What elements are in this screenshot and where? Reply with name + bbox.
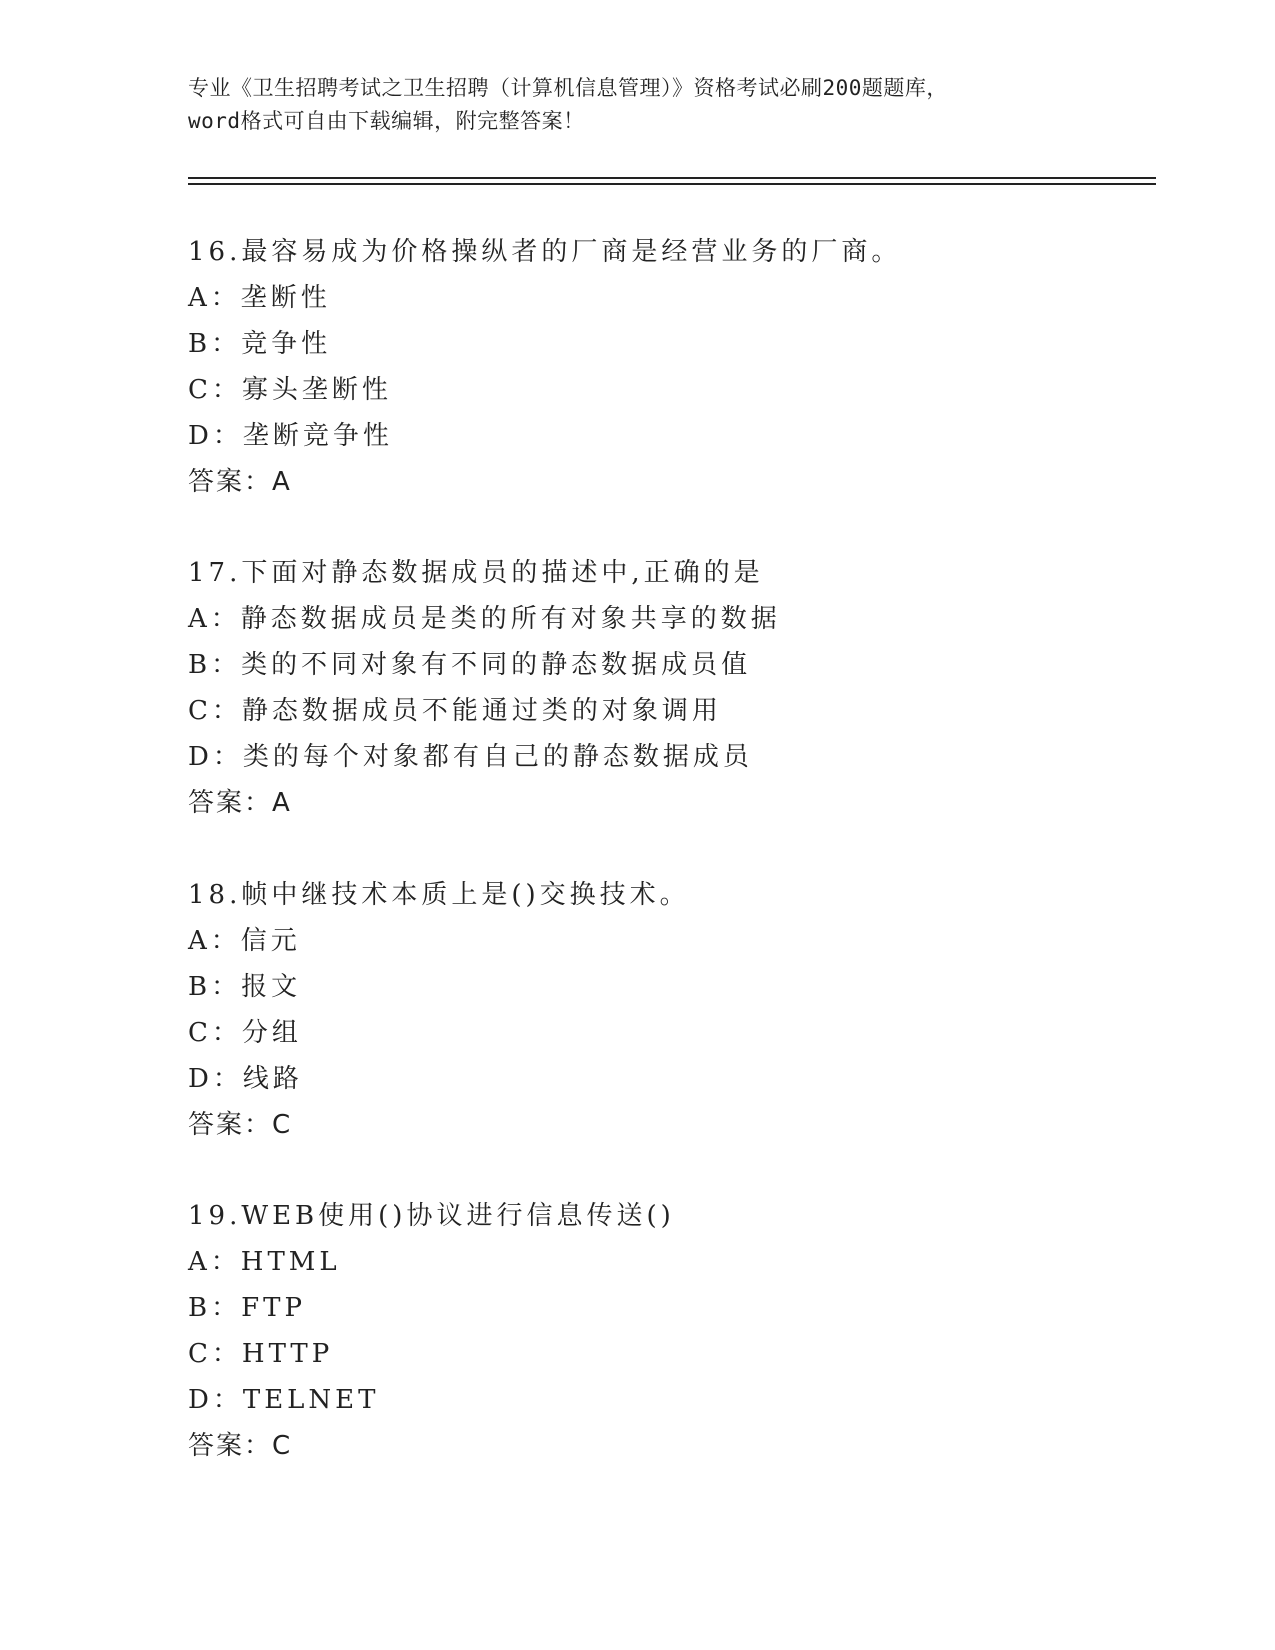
option-a: A：静态数据成员是类的所有对象共享的数据 [188, 604, 781, 634]
question-19 [188, 1193, 1148, 1469]
question-stem: 18.帧中继技术本质上是()交换技术。 [188, 880, 690, 910]
option-c: C：静态数据成员不能通过类的对象调用 [188, 696, 722, 726]
answer-line: 答案：A [188, 467, 292, 497]
option-b: B：FTP [188, 1293, 306, 1323]
answer-line: 答案：C [188, 1110, 293, 1140]
option-c: C：分组 [188, 1018, 302, 1048]
option-a: A：HTML [188, 1247, 341, 1277]
question-18 [188, 872, 1148, 1148]
header-divider-bottom [188, 183, 1156, 185]
option-d: D：TELNET [188, 1385, 380, 1415]
option-b: B：竞争性 [188, 329, 332, 359]
option-d: D：垄断竞争性 [188, 421, 393, 451]
option-d: D：类的每个对象都有自己的静态数据成员 [188, 742, 753, 772]
answer-line: 答案：A [188, 788, 292, 818]
option-b: B：报文 [188, 972, 302, 1002]
option-a: A：信元 [188, 926, 301, 956]
question-stem: 16.最容易成为价格操纵者的厂商是经营业务的厂商。 [188, 237, 902, 267]
header-line-2: word格式可自由下载编辑，附完整答案！ [188, 109, 585, 133]
question-16 [188, 229, 1148, 505]
option-c: C：HTTP [188, 1339, 334, 1369]
question-stem: 19.WEB使用()协议进行信息传送() [188, 1201, 675, 1231]
document-header [188, 72, 1088, 138]
answer-line: 答案：C [188, 1431, 293, 1461]
option-b: B：类的不同对象有不同的静态数据成员值 [188, 650, 752, 680]
question-stem: 17.下面对静态数据成员的描述中,正确的是 [188, 558, 764, 588]
option-a: A：垄断性 [188, 283, 331, 313]
question-17 [188, 550, 1148, 826]
option-c: C：寡头垄断性 [188, 375, 392, 405]
option-d: D：线路 [188, 1064, 303, 1094]
header-line-1: 专业《卫生招聘考试之卫生招聘（计算机信息管理）》资格考试必刷200题题库， [188, 76, 948, 100]
header-divider-top [188, 177, 1156, 179]
